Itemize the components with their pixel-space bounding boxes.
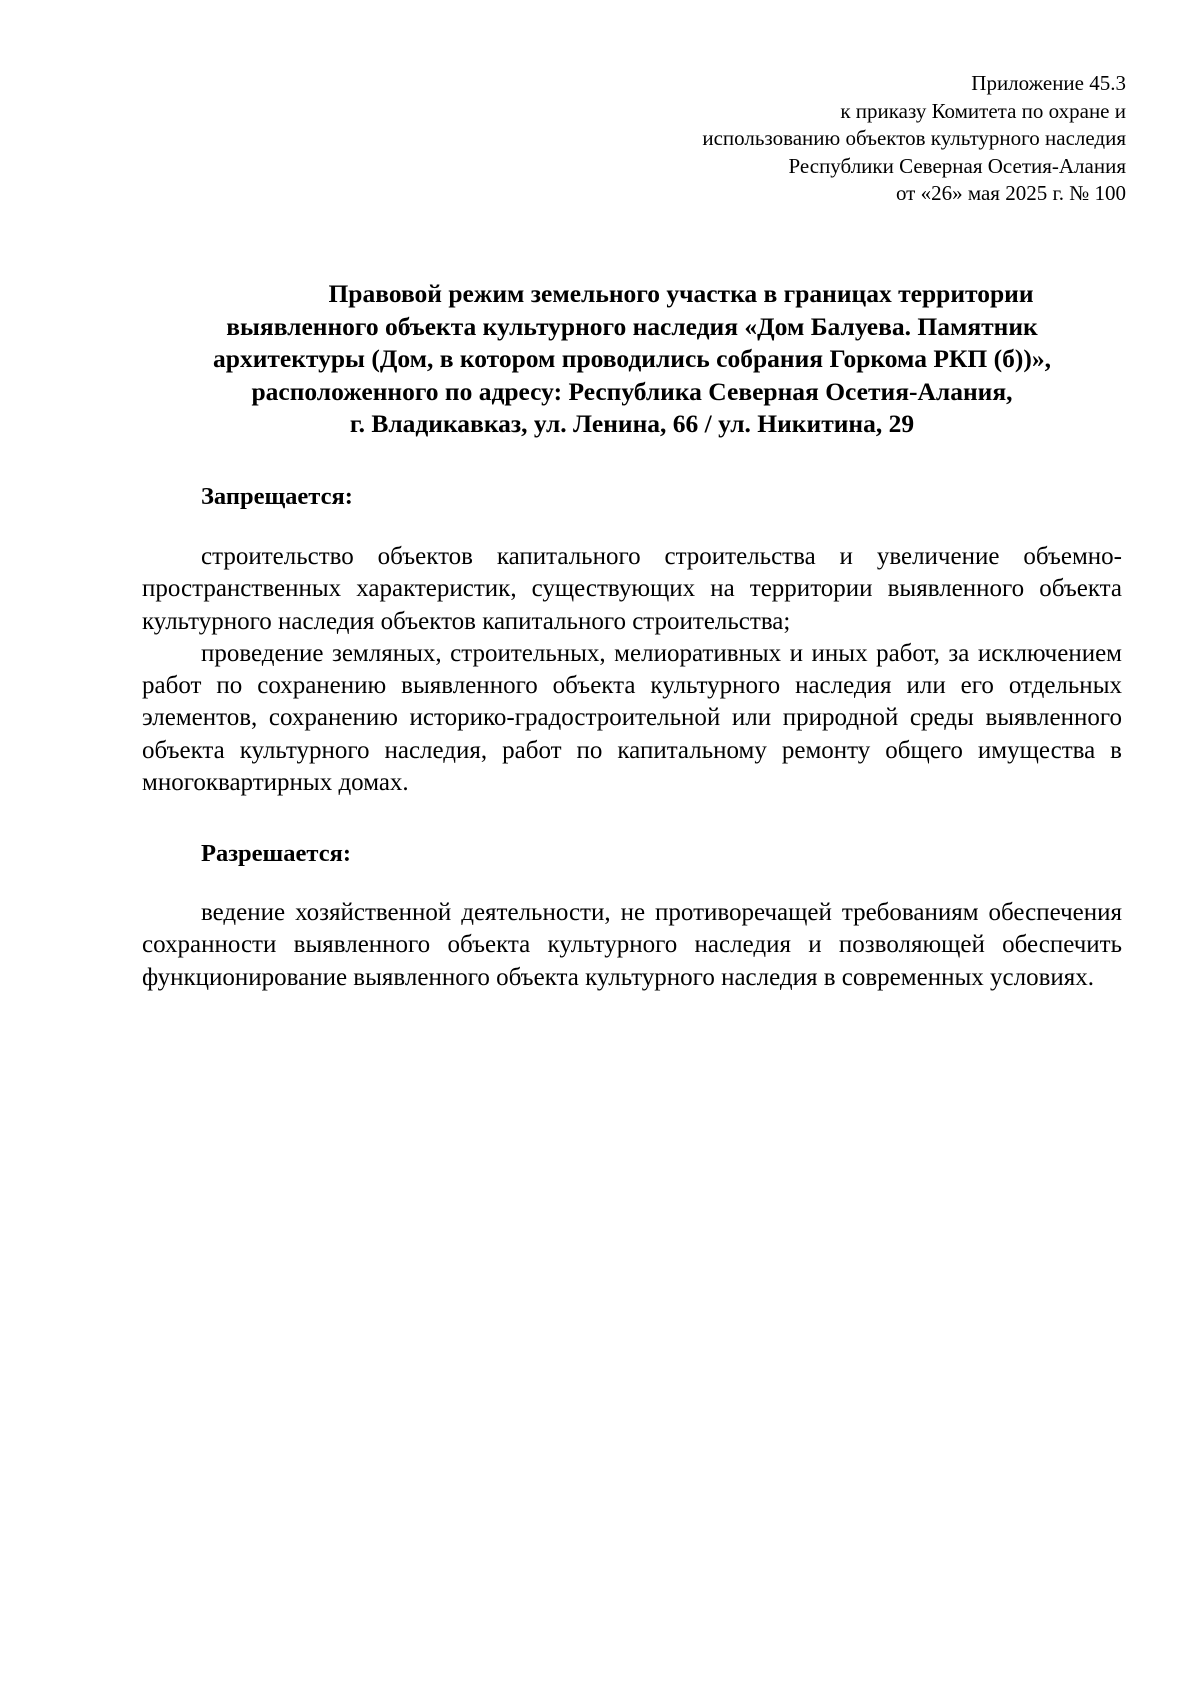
prohibited-section [142,541,1122,799]
appendix-header [566,70,1126,208]
appendix-republic-line: Республики Северная Осетия-Алания [788,153,1126,178]
allowed-paragraph: ведение хозяйственной деятельности, не противоречащей требованиям обеспечения сохранности выявленного объекта культурного наследия и позволяющей обеспечить функционирование выявленного объекта культурного наследия в современных условиях. [142,899,1122,991]
document-title [142,278,1122,441]
title-line: Правовой режим земельного участка в границах территории [328,279,1034,308]
prohibited-heading: Запрещается: [201,483,353,510]
appendix-date-line: от «26» мая 2025 г. № 100 [895,181,1126,205]
title-line: г. Владикавказ, ул. Ленина, 66 / ул. Никитина, 29 [349,409,915,438]
prohibited-paragraph: проведение земляных, строительных, мелиоративных и иных работ, за исключением работ по сохранению выявленного объекта культурного наследия или его отдельных элементов, сохранению историко-градостроительной или природной среды выявленного объекта культурного наследия, работ по капитальному ремонту общего имущества в многоквартирных домах. [142,639,1122,797]
allowed-heading: Разрешается: [201,840,351,867]
prohibited-paragraph: строительство объектов капитального строительства и увеличение объемно-пространственных характеристик, существующих на территории выявленного объекта культурного наследия объектов капитального строительства; [142,543,1122,635]
allowed-section [142,897,1122,994]
title-line: выявленного объекта культурного наследия «Дом Балуева. Памятник [226,311,1038,341]
appendix-committee-line: использованию объектов культурного наследия [702,126,1126,150]
title-line: архитектуры (Дом, в котором проводились собрания Горкома РКП (б))», [213,344,1051,373]
appendix-order-line: к приказу Комитета по охране и [840,98,1126,123]
title-line: расположенного по адресу: Республика Северная Осетия-Алания, [251,376,1013,406]
appendix-number: Приложение 45.3 [971,71,1126,95]
